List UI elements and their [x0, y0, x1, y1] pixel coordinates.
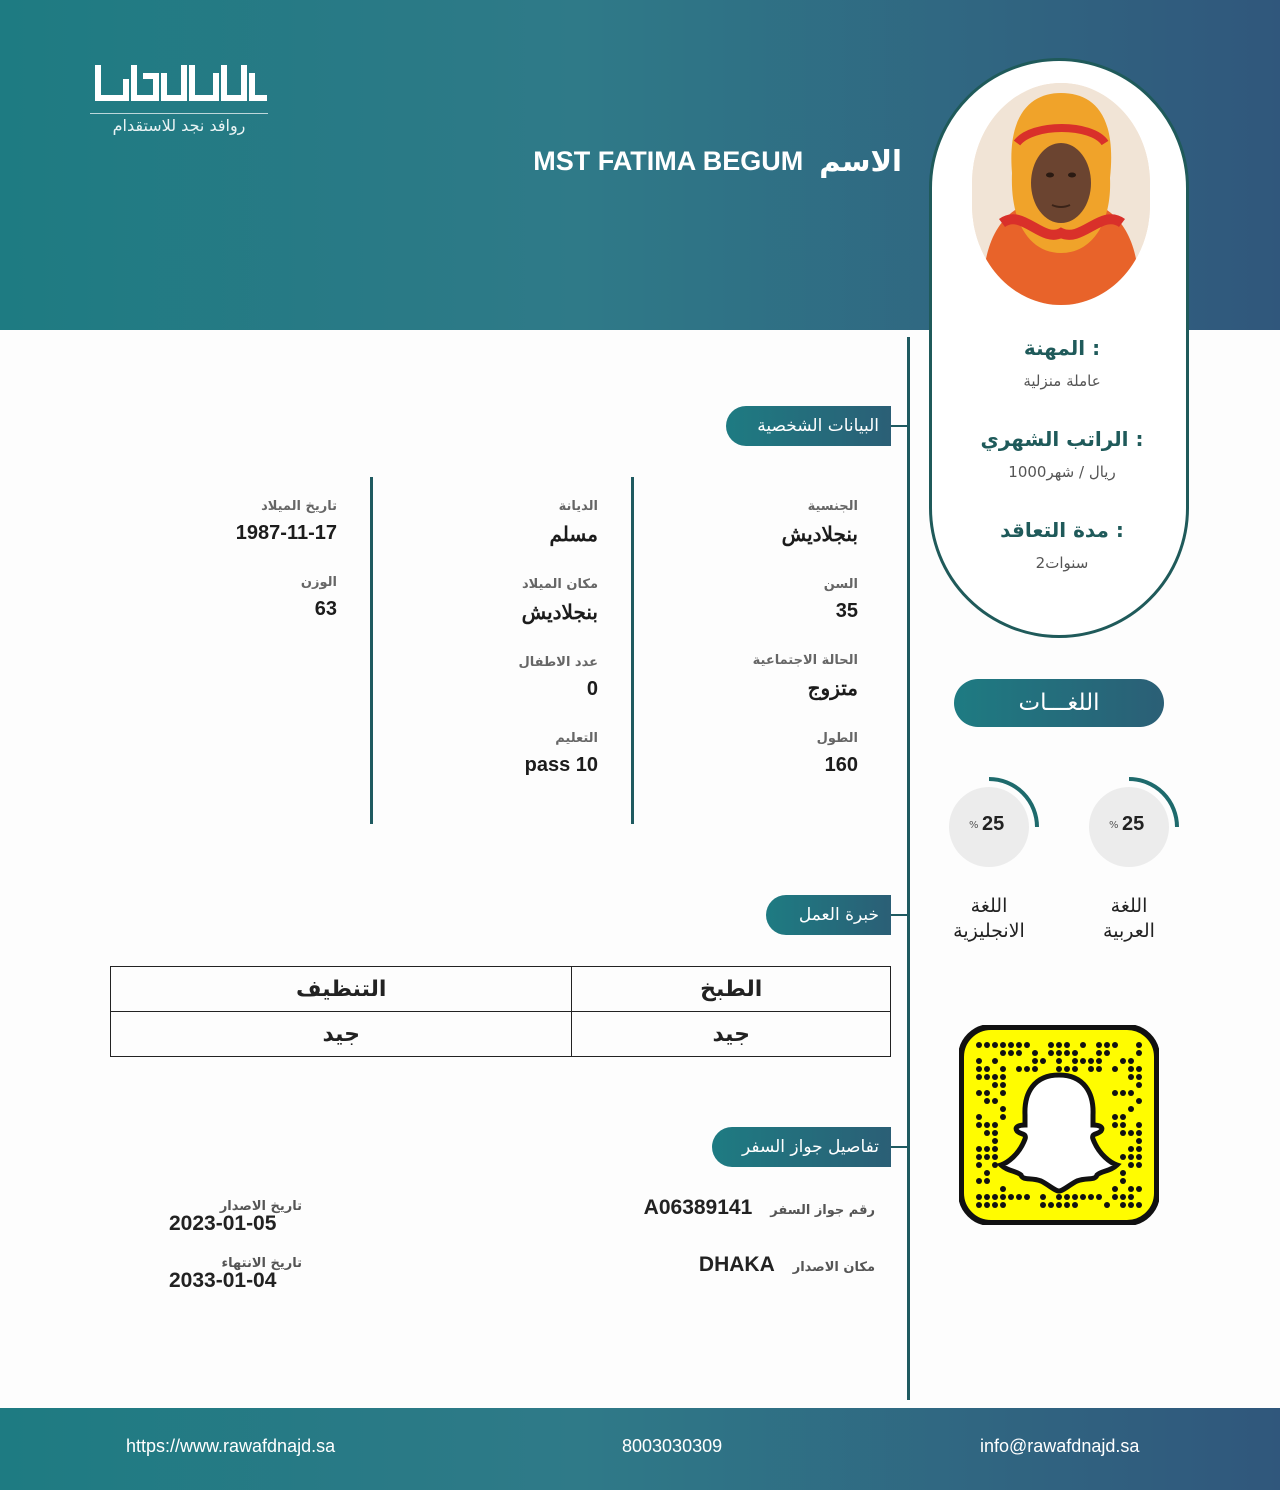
age-field: [650, 577, 858, 623]
snapcode-dot: [1024, 1194, 1030, 1200]
snapcode-dot: [1024, 1042, 1030, 1048]
snapcode-dot: [1064, 1066, 1070, 1072]
snapcode-dot: [1104, 1050, 1110, 1056]
birthplace-field: [390, 577, 598, 625]
snapchat-ghost-icon[interactable]: [959, 1025, 1159, 1225]
passport-number-row: [644, 1196, 875, 1220]
percent-sign: %: [969, 820, 979, 831]
email-link[interactable]: info@rawafdnajd.sa: [980, 1436, 1140, 1456]
issue-place-label: مكان الاصدار: [792, 1260, 875, 1275]
snapcode-dot: [992, 1098, 998, 1104]
timeline-line: [907, 337, 910, 1400]
table-row: [111, 1012, 891, 1057]
snapcode-dot: [1112, 1114, 1118, 1120]
snapcode-dot: [1056, 1058, 1062, 1064]
snapcode-dot: [1112, 1122, 1118, 1128]
religion-field: [390, 499, 598, 547]
snapcode-dot: [1128, 1074, 1134, 1080]
snapcode-dot: [1064, 1194, 1070, 1200]
children-field: [390, 655, 598, 701]
snapcode-dot: [1136, 1122, 1142, 1128]
snapcode-dot: [1032, 1066, 1038, 1072]
snapcode-dot: [1080, 1058, 1086, 1064]
expiry-date-value: 2033-01-04: [169, 1269, 277, 1292]
salary-value: 1000ريال / شهر: [1008, 463, 1116, 481]
snapcode-dot: [1032, 1050, 1038, 1056]
languages-section-title: اللغـــات: [954, 679, 1164, 727]
field-label: الجنسية: [807, 499, 858, 514]
snapcode-dot: [976, 1122, 982, 1128]
snapcode-dot: [976, 1042, 982, 1048]
snapcode-dot: [1088, 1066, 1094, 1072]
snapcode-dot: [984, 1194, 990, 1200]
experience-section-tick: [891, 914, 909, 916]
snapcode-dot: [1096, 1194, 1102, 1200]
snapcode-dot: [1096, 1050, 1102, 1056]
snapcode-dot: [1064, 1050, 1070, 1056]
profession-field: [932, 336, 1192, 390]
snapcode-dot: [976, 1202, 982, 1208]
salary-field: [932, 427, 1192, 481]
passport-section-title: تفاصيل جواز السفر: [712, 1127, 891, 1167]
snapcode-dot: [984, 1170, 990, 1176]
snapcode-dot: [1136, 1146, 1142, 1152]
arabic-language-label: [1069, 894, 1189, 944]
weight-field: [130, 575, 337, 621]
snapcode-dot: [1016, 1042, 1022, 1048]
experience-section-title: خبرة العمل: [766, 895, 891, 935]
snapcode-dot: [1096, 1058, 1102, 1064]
expiry-date-field: [140, 1256, 302, 1293]
name-row: [533, 144, 902, 178]
logo-subtitle: روافد نجد للاستقدام: [90, 113, 268, 135]
snapcode-dot: [976, 1090, 982, 1096]
snapcode-dot: [1136, 1186, 1142, 1192]
snapcode-dot: [1112, 1194, 1118, 1200]
snapcode-dot: [1128, 1186, 1134, 1192]
snapcode-dot: [992, 1202, 998, 1208]
snapcode-dot: [992, 1154, 998, 1160]
issue-date-label: تاريخ الاصدار: [219, 1199, 302, 1214]
snapcode-dot: [984, 1066, 990, 1072]
phone-link[interactable]: 8003030309: [622, 1436, 723, 1456]
profile-photo: [972, 83, 1150, 305]
marital-status-field: [650, 653, 858, 701]
snapcode-dot: [1120, 1122, 1126, 1128]
snapcode-dot: [1128, 1058, 1134, 1064]
snapcode-dot: [1000, 1066, 1006, 1072]
website-link[interactable]: https://www.rawafdnajd.sa: [126, 1436, 336, 1456]
snapcode-dot: [1088, 1058, 1094, 1064]
snapcode-dot: [1032, 1058, 1038, 1064]
field-label: مكان الميلاد: [521, 577, 598, 592]
profession-value: عاملة منزلية: [1023, 372, 1101, 390]
snapcode-dot: [1136, 1098, 1142, 1104]
profession-label: المهنة :: [1023, 336, 1101, 360]
snapcode-dot: [1072, 1202, 1078, 1208]
field-label: عدد الاطفال: [518, 655, 598, 670]
language-label-line: العربية: [1103, 920, 1155, 942]
field-label: الديانة: [558, 499, 598, 514]
issue-date-field: [140, 1199, 302, 1236]
snapcode-dot: [1000, 1194, 1006, 1200]
snapcode-dot: [1000, 1050, 1006, 1056]
snapcode-dot: [1120, 1178, 1126, 1184]
snapcode-dot: [1120, 1194, 1126, 1200]
snapcode-dot: [1112, 1042, 1118, 1048]
snapcode-dot: [1096, 1066, 1102, 1072]
snapcode-dot: [1000, 1186, 1006, 1192]
language-label-line: اللغة: [970, 895, 1008, 917]
birthdate-field: [130, 499, 337, 545]
snapcode-dot: [984, 1122, 990, 1128]
snapcode-dot: [976, 1114, 982, 1120]
snapcode-dot: [1040, 1058, 1046, 1064]
snapcode-dot: [1056, 1050, 1062, 1056]
snapcode-dot: [1128, 1090, 1134, 1096]
snapcode-dot: [1136, 1154, 1142, 1160]
snapcode-dot: [1016, 1066, 1022, 1072]
snapcode-dot: [976, 1194, 982, 1200]
snapcode-dot: [1136, 1162, 1142, 1168]
field-value: 1987-11-17: [235, 522, 337, 544]
name-value: MST FATIMA BEGUM: [533, 145, 804, 176]
snapcode-dot: [1136, 1130, 1142, 1136]
snapcode-dot: [1008, 1042, 1014, 1048]
snapcode-dot: [976, 1162, 982, 1168]
field-value: 35: [835, 600, 858, 622]
snapcode-dot: [1016, 1050, 1022, 1056]
snapcode-dot: [1016, 1194, 1022, 1200]
expiry-date-label: تاريخ الانتهاء: [221, 1256, 302, 1271]
height-field: [650, 731, 858, 777]
field-label: الحالة الاجتماعية: [752, 653, 858, 668]
snapcode-dot: [992, 1194, 998, 1200]
snapcode-dot: [1136, 1074, 1142, 1080]
name-label: الاسم: [819, 144, 902, 178]
snapcode-dot: [1000, 1106, 1006, 1112]
snapcode-dot: [1048, 1042, 1054, 1048]
snapcode-dot: [1000, 1090, 1006, 1096]
skill-level-cooking: جيد: [572, 1012, 891, 1057]
skill-header-cooking: الطبخ: [572, 967, 891, 1012]
passport-section-tick: [891, 1146, 909, 1148]
snapcode-dot: [1128, 1162, 1134, 1168]
snapcode-dot: [992, 1042, 998, 1048]
snapcode-dot: [1128, 1154, 1134, 1160]
profile-card: [929, 58, 1189, 638]
field-value: بنجلاديش: [781, 524, 858, 546]
personal-column-2: [390, 499, 598, 807]
snapcode-dot: [992, 1146, 998, 1152]
snapcode-dot: [984, 1074, 990, 1080]
snapcode-dot: [1120, 1058, 1126, 1064]
snapcode-dot: [976, 1074, 982, 1080]
snapcode-dot: [1096, 1042, 1102, 1048]
snapcode-dot: [1000, 1114, 1006, 1120]
language-label-line: اللغة: [1110, 895, 1148, 917]
snapcode-dot: [984, 1098, 990, 1104]
snapcode-dot: [984, 1178, 990, 1184]
snapcode-dot: [1104, 1202, 1110, 1208]
skill-header-cleaning: التنظيف: [111, 967, 572, 1012]
snapcode-dot: [984, 1090, 990, 1096]
snapcode-dot: [1128, 1066, 1134, 1072]
snapcode-dot: [992, 1130, 998, 1136]
snapcode-dot: [992, 1082, 998, 1088]
snapcode-dot: [1056, 1066, 1062, 1072]
snapcode-dot: [1136, 1066, 1142, 1072]
snapcode-dot: [992, 1162, 998, 1168]
snapcode-dot: [1048, 1202, 1054, 1208]
snapcode-dot: [984, 1042, 990, 1048]
personal-section-title: البيانات الشخصية: [726, 406, 891, 446]
snapcode-dot: [1128, 1106, 1134, 1112]
contract-field: [932, 518, 1192, 572]
snapcode-dot: [1128, 1130, 1134, 1136]
table-row: [111, 967, 891, 1012]
snapcode-dot: [1136, 1042, 1142, 1048]
snapcode-dot: [1112, 1090, 1118, 1096]
column-divider: [370, 477, 373, 824]
snapcode-dot: [1072, 1066, 1078, 1072]
arabic-percent-value: 25: [1122, 813, 1145, 835]
snapcode-dot: [1112, 1066, 1118, 1072]
snapcode-dot: [1120, 1114, 1126, 1120]
snapcode-dot: [1000, 1202, 1006, 1208]
snapcode-dot: [1024, 1066, 1030, 1072]
personal-section-tick: [891, 425, 909, 427]
issue-date-value: 2023-01-05: [169, 1212, 277, 1235]
field-label: التعليم: [555, 731, 598, 746]
english-language-label: [929, 894, 1049, 944]
field-value: مسلم: [549, 524, 598, 546]
salary-label: الراتب الشهري :: [980, 427, 1144, 451]
passport-number-value: A06389141: [643, 1196, 753, 1219]
field-value: 63: [314, 598, 337, 620]
contract-value: 2سنوات: [1035, 554, 1089, 572]
field-value: بنجلاديش: [521, 602, 598, 624]
snapcode-dot: [1072, 1194, 1078, 1200]
snapcode-dot: [1136, 1082, 1142, 1088]
issue-place-value: DHAKA: [698, 1253, 775, 1276]
field-label: تاريخ الميلاد: [261, 499, 337, 514]
nationality-field: [650, 499, 858, 547]
snapcode-dot: [992, 1074, 998, 1080]
percent-sign: %: [1109, 820, 1119, 831]
field-label: الطول: [816, 731, 858, 746]
snapcode-dot: [1056, 1202, 1062, 1208]
snapcode-dot: [984, 1154, 990, 1160]
experience-table: [110, 966, 891, 1057]
personal-column-1: [650, 499, 858, 807]
snapcode-dot: [984, 1202, 990, 1208]
field-value: pass 10: [524, 754, 598, 776]
field-value: متزوج: [807, 678, 858, 700]
snapcode-dot: [1128, 1202, 1134, 1208]
snapcode-dot: [1112, 1186, 1118, 1192]
contract-label: مدة التعاقد :: [1000, 518, 1124, 542]
english-percent-value: 25: [982, 813, 1005, 835]
snapcode-dot: [992, 1122, 998, 1128]
snapcode-dot: [1088, 1194, 1094, 1200]
snapcode-dot: [1136, 1202, 1142, 1208]
issue-place-row: [699, 1253, 875, 1277]
snapcode-dot: [976, 1146, 982, 1152]
snapcode-dot: [1104, 1042, 1110, 1048]
column-divider: [631, 477, 634, 824]
language-label-line: الانجليزية: [953, 920, 1025, 942]
personal-column-3: [130, 499, 337, 651]
snapcode-dot: [1080, 1194, 1086, 1200]
snapcode-dot: [1040, 1202, 1046, 1208]
snapcode-dot: [992, 1138, 998, 1144]
snapcode-dot: [1008, 1194, 1014, 1200]
snapcode-dot: [1040, 1194, 1046, 1200]
snapcode-dot: [1136, 1138, 1142, 1144]
passport-number-label: رقم جواز السفر: [770, 1203, 875, 1218]
snapcode-dot: [1128, 1194, 1134, 1200]
education-field: [390, 731, 598, 777]
field-value: 160: [824, 754, 858, 776]
snapcode-dot: [992, 1058, 998, 1064]
snapcode-dot: [1136, 1050, 1142, 1056]
snapcode-dot: [984, 1146, 990, 1152]
snapcode-dot: [1000, 1074, 1006, 1080]
snapcode-dot: [1056, 1042, 1062, 1048]
field-label: الوزن: [300, 575, 337, 590]
snapcode-dot: [1048, 1050, 1054, 1056]
snapcode-dot: [1056, 1194, 1062, 1200]
snapcode-dot: [1128, 1146, 1134, 1152]
snapcode-dot: [1120, 1202, 1126, 1208]
snapcode-dot: [976, 1066, 982, 1072]
skill-level-cleaning: جيد: [111, 1012, 572, 1057]
snapcode-dot: [1080, 1042, 1086, 1048]
snapcode-dot: [1120, 1130, 1126, 1136]
field-value: 0: [586, 678, 598, 700]
snapcode-dot: [1064, 1202, 1070, 1208]
snapcode-dot: [1000, 1082, 1006, 1088]
snapcode-dot: [1072, 1050, 1078, 1056]
snapcode-dot: [984, 1130, 990, 1136]
snapcode-dot: [976, 1154, 982, 1160]
snapcode-dot: [976, 1058, 982, 1064]
field-label: السن: [823, 577, 858, 592]
snapcode-dot: [1064, 1042, 1070, 1048]
snapcode-dot: [1008, 1050, 1014, 1056]
snapcode-dot: [1120, 1170, 1126, 1176]
snapcode-dot: [976, 1178, 982, 1184]
snapcode-dot: [1120, 1154, 1126, 1160]
snapcode-dot: [1072, 1058, 1078, 1064]
snapcode-dot: [1000, 1042, 1006, 1048]
snapcode-dot: [1120, 1090, 1126, 1096]
